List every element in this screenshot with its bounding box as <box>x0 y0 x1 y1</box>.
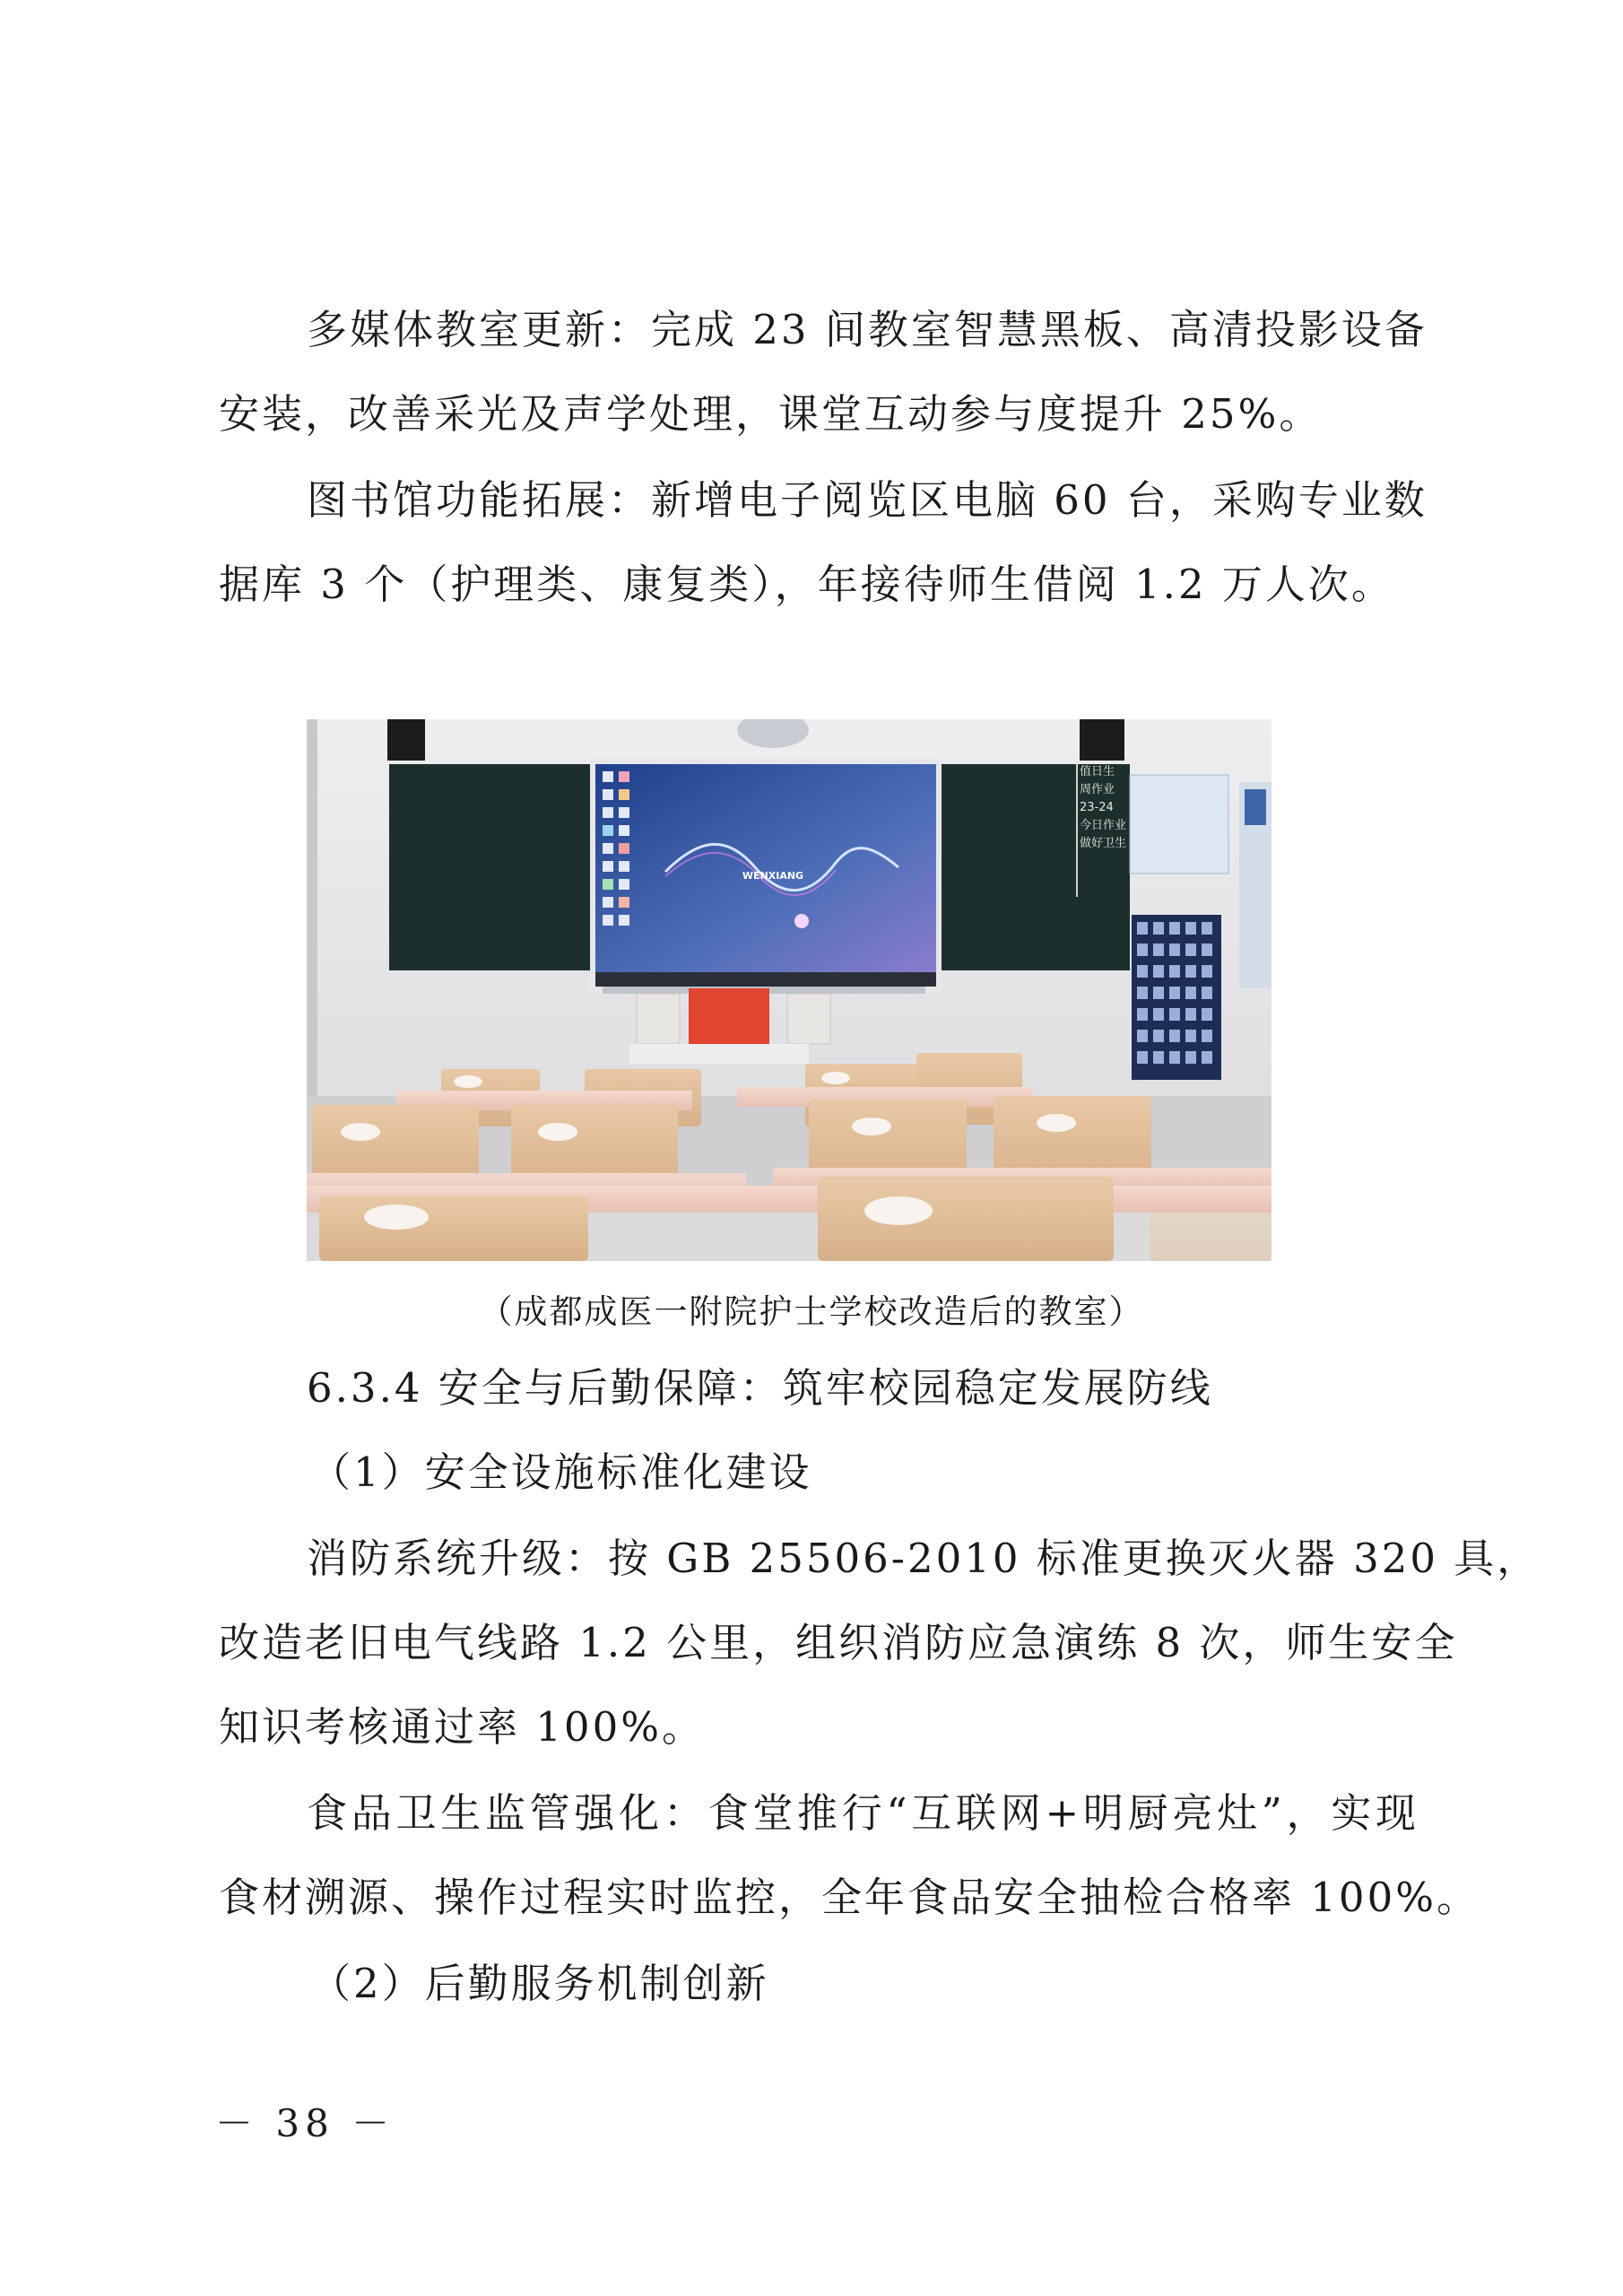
board-text: 值日生 <box>1080 765 1115 778</box>
figure-caption: （成都成医一附院护士学校改造后的教室） <box>479 1292 1144 1331</box>
paragraph-line: 食品卫生监管强化：食堂推行“互联网+明厨亮灶”，实现 <box>307 1789 1419 1837</box>
section-heading: 6.3.4 安全与后勤保障：筑牢校园稳定发展防线 <box>307 1364 1213 1412</box>
subheading: （2）后勤服务机制创新 <box>310 1960 769 2007</box>
paragraph-line: 据库 3 个（护理类、康复类），年接待师生借阅 1.2 万人次。 <box>219 561 1394 608</box>
paragraph-line: 食材溯源、操作过程实时监控，全年食品安全抽检合格率 100%。 <box>219 1874 1480 1921</box>
paragraph-line: 图书馆功能拓展：新增电子阅览区电脑 60 台，采购专业数 <box>307 476 1428 524</box>
paragraph-line: 安装，改善采光及声学处理，课堂互动参与度提升 25%。 <box>219 390 1323 438</box>
paragraph-line: 消防系统升级：按 GB 25506-2010 标准更换灭火器 320 具， <box>307 1535 1541 1582</box>
board-text: 周作业 <box>1080 783 1115 796</box>
board-text: 做好卫生 <box>1080 837 1127 850</box>
screen-brand-text: WENXIANG <box>742 870 804 882</box>
paragraph-line: 改造老旧电气线路 1.2 公里，组织消防应急演练 8 次，师生安全 <box>219 1619 1458 1666</box>
paragraph-line: 知识考核通过率 100%。 <box>219 1703 705 1751</box>
paragraph-line: 多媒体教室更新：完成 23 间教室智慧黑板、高清投影设备 <box>307 306 1428 353</box>
subheading: （1）安全设施标准化建设 <box>310 1448 812 1496</box>
page-number: － 38 － <box>215 2101 395 2145</box>
classroom-photo <box>307 719 1271 1261</box>
board-text: 今日作业 <box>1080 819 1127 832</box>
board-text: 23-24 <box>1080 801 1114 814</box>
